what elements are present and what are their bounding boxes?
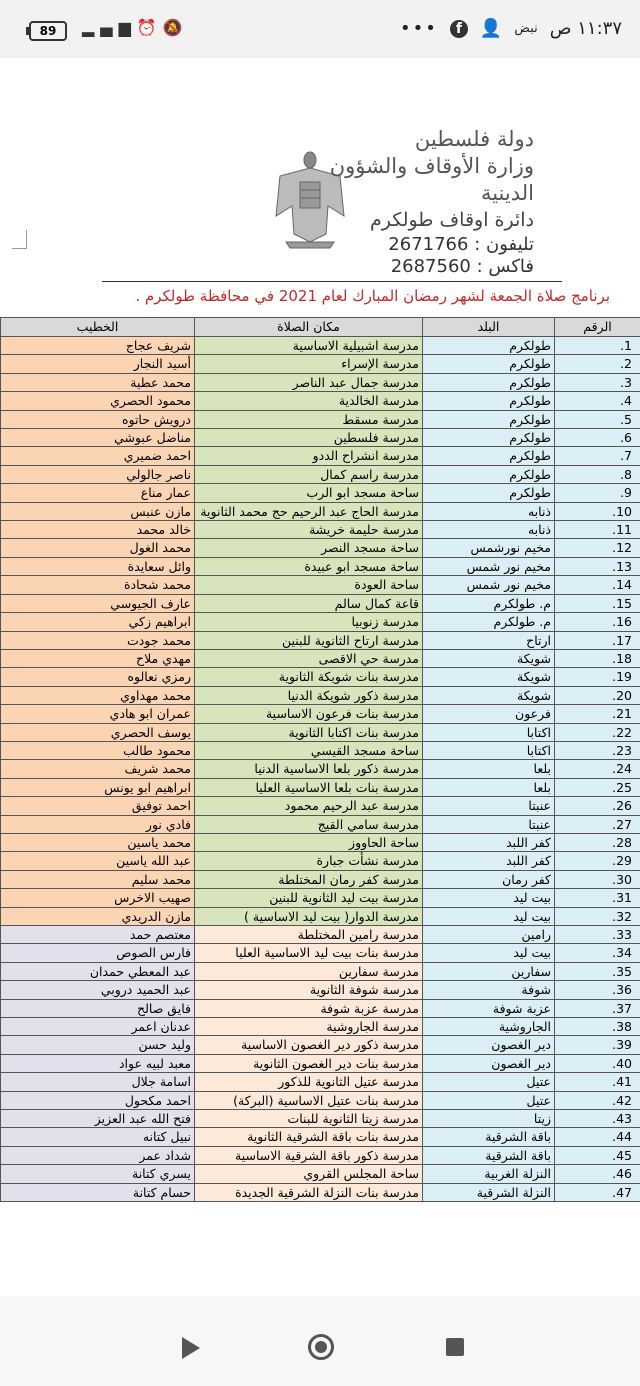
row-number: 3. (555, 373, 640, 391)
row-number: 19. (555, 668, 640, 686)
table-row (1, 373, 640, 391)
row-place: ساحة مسجد ابو الرب (195, 484, 423, 502)
table-row (1, 410, 640, 428)
row-town: ذنابه (423, 521, 555, 539)
row-number: 42. (555, 1091, 640, 1109)
row-speaker: فايق صالح (1, 999, 195, 1017)
row-speaker: فتح الله عبد العزيز (1, 1110, 195, 1128)
table-row (1, 484, 640, 502)
row-place: مدرسة فلسطين (195, 429, 423, 447)
table-row (1, 833, 640, 851)
table-row (1, 1018, 640, 1036)
row-number: 33. (555, 926, 640, 944)
row-number: 11. (555, 521, 640, 539)
row-town: طولكرم (423, 484, 555, 502)
row-town: طولكرم (423, 355, 555, 373)
row-town: مخيم نورشمس (423, 539, 555, 557)
row-number: 39. (555, 1036, 640, 1054)
row-number: 27. (555, 815, 640, 833)
header-speaker: الخطيب (1, 318, 195, 337)
row-speaker: عمران ابو هادي (1, 705, 195, 723)
row-number: 29. (555, 852, 640, 870)
row-place: ساحة المجلس القروي (195, 1165, 423, 1183)
row-speaker: محمود طالب (1, 741, 195, 759)
row-place: مدرسة عتيل الثانوية للذكور (195, 1073, 423, 1091)
row-place: مدرسة سامي القيج (195, 815, 423, 833)
row-town: طولكرم (423, 465, 555, 483)
row-town: دير الغصون (423, 1054, 555, 1072)
row-speaker: صهيب الاخرس (1, 889, 195, 907)
row-town: كفر اللبد (423, 852, 555, 870)
row-speaker: شداد عمر (1, 1146, 195, 1164)
recent-apps-icon[interactable] (446, 1338, 464, 1356)
row-town: باقة الشرقية (423, 1128, 555, 1146)
row-place: مدرسة بنات شويكة الثانوية (195, 668, 423, 686)
row-number: 2. (555, 355, 640, 373)
row-speaker: احمد مكحول (1, 1091, 195, 1109)
header-place: مكان الصلاة (195, 318, 423, 337)
ministry-name-cont: الدينية (480, 181, 534, 205)
row-town: مخيم نور شمس (423, 576, 555, 594)
row-place: مدرسة بنات بيت ليد الاساسية العليا (195, 944, 423, 962)
row-number: 41. (555, 1073, 640, 1091)
row-speaker: ناصر جالولي (1, 465, 195, 483)
row-speaker: يوسف الحصري (1, 723, 195, 741)
table-row (1, 668, 640, 686)
table-row (1, 981, 640, 999)
row-place: مدرسة زنوبيا (195, 613, 423, 631)
row-place: مدرسة الحاج عبد الرحيم حج محمد الثانوية (195, 502, 423, 520)
row-town: فرعون (423, 705, 555, 723)
row-number: 35. (555, 962, 640, 980)
row-number: 8. (555, 465, 640, 483)
row-number: 15. (555, 594, 640, 612)
row-place: مدرسة الدوار( بيت ليد الاساسية ) (195, 907, 423, 925)
row-speaker: معتصم حمد (1, 926, 195, 944)
table-row (1, 465, 640, 483)
row-town: طولكرم (423, 429, 555, 447)
row-number: 37. (555, 999, 640, 1017)
row-speaker: يسري كتانة (1, 1165, 195, 1183)
row-town: النزلة الغربية (423, 1165, 555, 1183)
row-town: دير الغصون (423, 1036, 555, 1054)
row-town: شويكة (423, 649, 555, 667)
row-place: مدرسة انشراح الددو (195, 447, 423, 465)
row-town: بلعا (423, 760, 555, 778)
table-row (1, 815, 640, 833)
row-speaker: فارس الصوص (1, 944, 195, 962)
divider (102, 281, 562, 282)
row-town: شوفة (423, 981, 555, 999)
row-speaker: عدنان اعمر (1, 1018, 195, 1036)
row-place: مدرسة شوفة الثانوية (195, 981, 423, 999)
row-speaker: محمد عطية (1, 373, 195, 391)
row-number: 31. (555, 889, 640, 907)
row-speaker: رمزي نعالوه (1, 668, 195, 686)
row-place: مدرسة ارتاح الثانوية للبنين (195, 631, 423, 649)
row-number: 28. (555, 833, 640, 851)
ministry-name: وزارة الأوقاف والشؤون (329, 154, 534, 178)
row-place: مدرسة بنات دير الغصون الثانوية (195, 1054, 423, 1072)
row-place: مدرسة الخالدية (195, 392, 423, 410)
row-speaker: درويش حاتوه (1, 410, 195, 428)
row-town: عنبتا (423, 815, 555, 833)
table-row (1, 392, 640, 410)
table-row (1, 962, 640, 980)
row-speaker: مناضل عبوشي (1, 429, 195, 447)
row-place: مدرسة بنات بلعا الاساسية العليا (195, 778, 423, 796)
row-number: 7. (555, 447, 640, 465)
home-icon[interactable] (308, 1334, 334, 1360)
directorate-name: دائرة اوقاف طولكرم (369, 209, 534, 231)
row-town: طولكرم (423, 447, 555, 465)
row-town: طولكرم (423, 373, 555, 391)
row-place: ساحة مسجد القيسي (195, 741, 423, 759)
table-row (1, 1054, 640, 1072)
prayer-program-table (0, 317, 640, 1202)
row-place: ساحة مسجد ابو عبيدة (195, 557, 423, 575)
row-speaker: محمد ياسين (1, 833, 195, 851)
row-number: 47. (555, 1183, 640, 1201)
row-speaker: نبيل كتانه (1, 1128, 195, 1146)
row-place: مدرسة اشبيلية الاساسية (195, 337, 423, 355)
row-place: مدرسة نشأت جبارة (195, 852, 423, 870)
fax-number: فاكس : 2687560 (390, 256, 534, 277)
row-speaker: مازن الدريدي (1, 907, 195, 925)
row-number: 32. (555, 907, 640, 925)
row-town: بيت ليد (423, 889, 555, 907)
facebook-icon: f (450, 20, 468, 38)
row-town: ذنابه (423, 502, 555, 520)
row-town: ارتاح (423, 631, 555, 649)
row-speaker: حسام كتانة (1, 1183, 195, 1201)
phone-number: تليفون : 2671766 (388, 234, 534, 255)
row-number: 34. (555, 944, 640, 962)
table-row (1, 337, 640, 355)
table-row (1, 889, 640, 907)
row-number: 46. (555, 1165, 640, 1183)
contact-icon: 👤 (479, 18, 503, 39)
row-number: 20. (555, 686, 640, 704)
row-town: بيت ليد (423, 907, 555, 925)
signal-icon: ▂▄▆ (82, 18, 137, 37)
row-number: 43. (555, 1110, 640, 1128)
row-place: ساحة مسجد النصر (195, 539, 423, 557)
table-row (1, 557, 640, 575)
table-row (1, 926, 640, 944)
row-place: مدرسة بنات النزلة الشرقية الجديدة (195, 1183, 423, 1201)
row-speaker: عبد الحميد دروبي (1, 981, 195, 999)
row-speaker: اسامة جلال (1, 1073, 195, 1091)
row-place: مدرسة رامين المختلطة (195, 926, 423, 944)
table-row (1, 778, 640, 796)
row-number: 12. (555, 539, 640, 557)
row-number: 45. (555, 1146, 640, 1164)
table-row (1, 723, 640, 741)
row-town: م. طولكرم (423, 594, 555, 612)
table-row (1, 1091, 640, 1109)
back-icon[interactable] (182, 1337, 200, 1359)
table-row (1, 631, 640, 649)
table-row (1, 576, 640, 594)
row-place: قاعة كمال سالم (195, 594, 423, 612)
table-row (1, 1146, 640, 1164)
row-place: مدرسة كفر رمان المختلطة (195, 870, 423, 888)
row-speaker: عمار مناع (1, 484, 195, 502)
program-subtitle: برنامج صلاة الجمعة لشهر رمضان المبارك لعام 2021 في محافظة طولكرم . (135, 287, 610, 305)
row-town: طولكرم (423, 410, 555, 428)
row-speaker: خالد محمد (1, 521, 195, 539)
row-place: مدرسة حليمة خريشة (195, 521, 423, 539)
row-speaker: عبد الله ياسين (1, 852, 195, 870)
table-row (1, 760, 640, 778)
row-place: مدرسة سفارين (195, 962, 423, 980)
row-number: 17. (555, 631, 640, 649)
row-number: 30. (555, 870, 640, 888)
status-right (400, 18, 622, 39)
table-row (1, 907, 640, 925)
row-town: م. طولكرم (423, 613, 555, 631)
row-place: مدرسة جمال عبد الناصر (195, 373, 423, 391)
table-row (1, 1128, 640, 1146)
state-name: دولة فلسطين (414, 127, 534, 151)
table-row (1, 686, 640, 704)
row-speaker: عارف الجيوسي (1, 594, 195, 612)
table-row (1, 944, 640, 962)
table-row (1, 741, 640, 759)
row-number: 22. (555, 723, 640, 741)
table-row (1, 649, 640, 667)
row-town: شويكة (423, 668, 555, 686)
table-row (1, 1036, 640, 1054)
row-speaker: أسيد النجار (1, 355, 195, 373)
row-speaker: محمد مهداوي (1, 686, 195, 704)
row-town: شويكة (423, 686, 555, 704)
row-speaker: وائل سعايدة (1, 557, 195, 575)
status-icons (82, 18, 189, 37)
row-number: 38. (555, 1018, 640, 1036)
row-place: مدرسة بنات عتيل الاساسية (البركة) (195, 1091, 423, 1109)
alarm-icon: ⏰ (136, 18, 163, 37)
battery-level: 89 (39, 24, 57, 38)
table-row (1, 870, 640, 888)
table-row (1, 355, 640, 373)
row-town: كفر اللبد (423, 833, 555, 851)
row-town: سفارين (423, 962, 555, 980)
table-row (1, 594, 640, 612)
row-number: 26. (555, 797, 640, 815)
row-number: 23. (555, 741, 640, 759)
row-speaker: محمد الغول (1, 539, 195, 557)
row-place: مدرسة بنات فرعون الاساسية (195, 705, 423, 723)
row-speaker: مهدي ملاح (1, 649, 195, 667)
row-number: 25. (555, 778, 640, 796)
page-corner-mark (12, 230, 27, 249)
row-place: مدرسة ذكور باقة الشرقية الاساسية (195, 1146, 423, 1164)
row-speaker: ابراهيم زكي (1, 613, 195, 631)
row-town: بيت ليد (423, 944, 555, 962)
row-town: بلعا (423, 778, 555, 796)
network-label: نبض (514, 21, 538, 36)
row-number: 5. (555, 410, 640, 428)
table-header-row (1, 318, 640, 337)
row-number: 36. (555, 981, 640, 999)
header-town: البلد (423, 318, 555, 337)
row-number: 10. (555, 502, 640, 520)
row-town: مخيم نور شمس (423, 557, 555, 575)
row-speaker: محمد شحادة (1, 576, 195, 594)
table-row (1, 613, 640, 631)
table-row (1, 502, 640, 520)
row-town: طولكرم (423, 337, 555, 355)
row-speaker: ابراهيم ابو يونس (1, 778, 195, 796)
row-town: اكتابا (423, 741, 555, 759)
row-speaker: محمد جودت (1, 631, 195, 649)
row-place: مدرسة الجاروشية (195, 1018, 423, 1036)
row-place: مدرسة زيتا الثانوية للبنات (195, 1110, 423, 1128)
row-town: النزلة الشرقية (423, 1183, 555, 1201)
row-speaker: معبد لبيه عواد (1, 1054, 195, 1072)
battery-icon (29, 21, 67, 41)
table-row (1, 1110, 640, 1128)
table-row (1, 1073, 640, 1091)
row-place: مدرسة مسقط (195, 410, 423, 428)
row-number: 14. (555, 576, 640, 594)
row-speaker: احمد توفيق (1, 797, 195, 815)
row-town: باقة الشرقية (423, 1146, 555, 1164)
row-town: زيتا (423, 1110, 555, 1128)
row-number: 13. (555, 557, 640, 575)
row-place: مدرسة ذكور دير الغصون الاساسية (195, 1036, 423, 1054)
row-town: اكتابا (423, 723, 555, 741)
row-speaker: مازن عنبس (1, 502, 195, 520)
row-speaker: شريف عجاج (1, 337, 195, 355)
row-number: 21. (555, 705, 640, 723)
row-town: عنبتا (423, 797, 555, 815)
row-place: مدرسة بنات اكتابا الثانوية (195, 723, 423, 741)
row-place: ساحة العودة (195, 576, 423, 594)
row-speaker: محمد شريف (1, 760, 195, 778)
clock: ١١:٣٧ ص (549, 18, 622, 39)
row-speaker: عبد المعطي حمدان (1, 962, 195, 980)
row-place: مدرسة ذكور شويكة الدنيا (195, 686, 423, 704)
row-number: 4. (555, 392, 640, 410)
row-number: 44. (555, 1128, 640, 1146)
header-num: الرقم (555, 318, 640, 337)
row-number: 16. (555, 613, 640, 631)
row-number: 18. (555, 649, 640, 667)
row-place: مدرسة ذكور بلعا الاساسية الدنيا (195, 760, 423, 778)
table-row (1, 797, 640, 815)
row-town: عزبة شوفة (423, 999, 555, 1017)
table-row (1, 521, 640, 539)
row-town: طولكرم (423, 392, 555, 410)
row-town: عتيل (423, 1091, 555, 1109)
row-place: مدرسة عبد الرحيم محمود (195, 797, 423, 815)
table-row (1, 1165, 640, 1183)
row-town: رامين (423, 926, 555, 944)
row-town: عتيل (423, 1073, 555, 1091)
table-row (1, 852, 640, 870)
row-number: 24. (555, 760, 640, 778)
row-speaker: وليد حسن (1, 1036, 195, 1054)
row-place: مدرسة الإسراء (195, 355, 423, 373)
row-number: 9. (555, 484, 640, 502)
viewer-header (0, 58, 640, 92)
row-number: 40. (555, 1054, 640, 1072)
row-town: الجاروشية (423, 1018, 555, 1036)
table-row (1, 539, 640, 557)
row-place: مدرسة عزبة شوفة (195, 999, 423, 1017)
row-place: ساحة الحاووز (195, 833, 423, 851)
table-row (1, 705, 640, 723)
row-speaker: فادي نور (1, 815, 195, 833)
row-place: مدرسة راسم كمال (195, 465, 423, 483)
row-town: كفر رمان (423, 870, 555, 888)
table-row (1, 429, 640, 447)
row-number: 1. (555, 337, 640, 355)
letterhead (330, 126, 534, 278)
row-place: مدرسة حي الاقصى (195, 649, 423, 667)
row-number: 6. (555, 429, 640, 447)
row-place: مدرسة بنات باقة الشرقية الثانوية (195, 1128, 423, 1146)
table-row (1, 447, 640, 465)
row-place: مدرسة بيت ليد الثانوية للبنين (195, 889, 423, 907)
row-speaker: محمد سليم (1, 870, 195, 888)
row-speaker: محمود الحصري (1, 392, 195, 410)
table-row (1, 1183, 640, 1201)
table-row (1, 999, 640, 1017)
mute-icon: 🔕 (162, 18, 189, 37)
row-speaker: احمد ضميري (1, 447, 195, 465)
more-notifications-icon: ••• (400, 18, 438, 39)
status-bar (0, 0, 640, 58)
